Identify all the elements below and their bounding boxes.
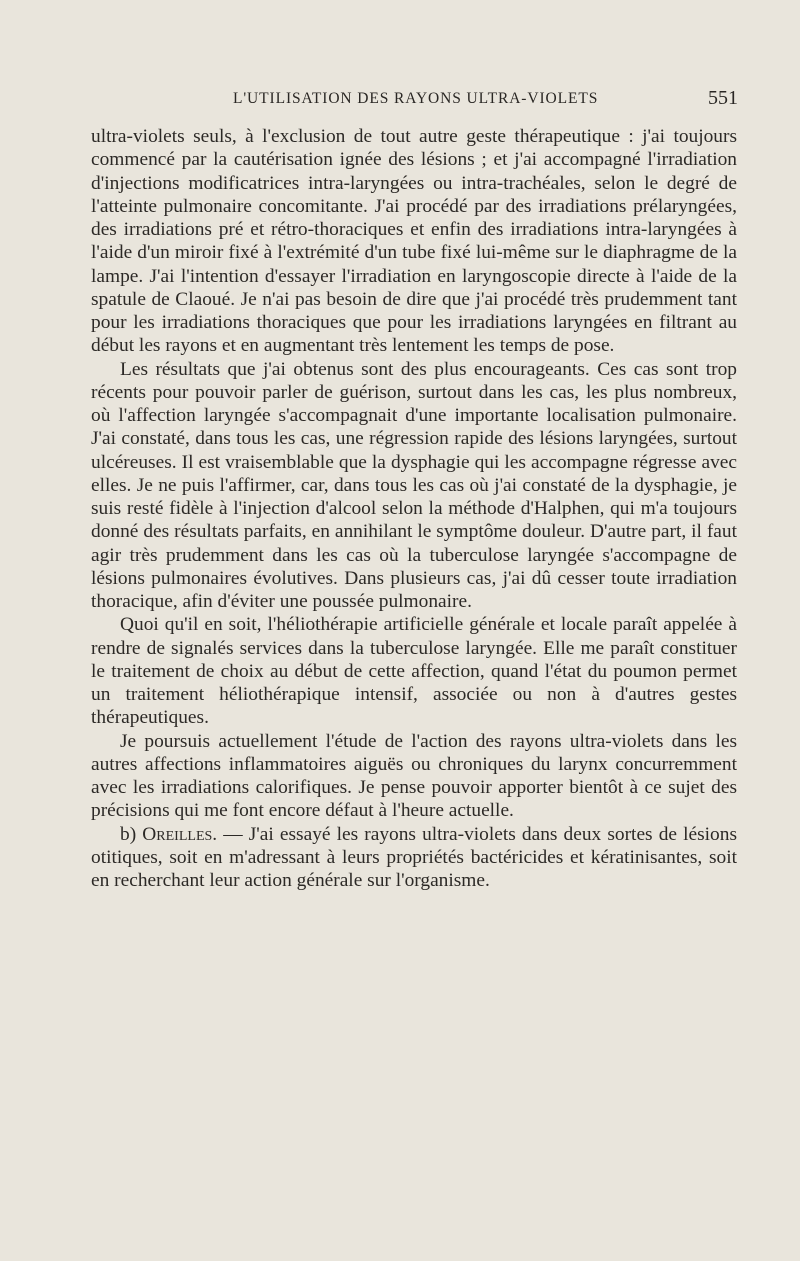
page-header <box>108 87 738 114</box>
paragraph-results: Les résultats que j'ai obtenus sont des plus encourageants. Ces cas sont trop récents pour pouvoir parler de guérison, surtout dans les cas, les plus nombreux, où l'affection laryngée s'accompagnait d'une importante localisation pulmonaire. J'ai constaté, dans tous les cas, une régression rapide des lésions laryngées, surtout ulcéreuses. Il est vraisemblable que la dysphagie qui les accompagne régresse avec elles. Je ne puis l'affirmer, car, dans tous les cas où j'ai constaté de la dysphagie, je suis resté fidèle à l'injection d'alcool selon la méthode d'Halphen, qui m'a toujours donné des résultats parfaits, en annihilant le symptôme douleur. D'autre part, il faut agir très prudemment dans les cas où la tuberculose laryngée s'accompagne de lésions pulmonaires évolutives. Dans plusieurs cas, j'ai dû cesser toute irradiation thoracique, afin d'éviter une poussée pulmonaire. <box>91 358 737 612</box>
section-text-ears: — J'ai essayé les rayons ultra-violets dans deux sortes de lésions otitiques, soit en m'adressant à leurs propriétés bactéricides et kératinisantes, soit en recherchant leur action générale sur l'organisme. <box>91 823 737 891</box>
running-head: L'UTILISATION DES RAYONS ULTRA-VIOLETS <box>233 90 599 107</box>
page-number: 551 <box>708 87 738 109</box>
section-prefix: b) <box>120 823 143 845</box>
paragraph-continued: ultra-violets seuls, à l'exclusion de tout autre geste thérapeutique : j'ai toujours commencé par la cautérisation ignée des lésions ; et j'ai accompagné l'irradiation d'injections modificatrices intra-laryngées ou intra-trachéales, selon le degré de l'atteinte pulmonaire concomitante. J'ai procédé par des irradiations prélaryngées, des irradiations pré et rétro-thoraciques et enfin des irradiations intra-laryngées à l'aide d'un miroir fixé à l'extrémité d'un tube fixé lui-même sur le diaphragme de la lampe. J'ai l'intention d'essayer l'irradiation en laryngoscopie directe à l'aide de la spatule de Claoué. Je n'ai pas besoin de dire que j'ai procédé très prudemment tant pour les irradiations thoraciques que pour les irradiations laryngées en filtrant au début les rayons et en augmentant très lentement les temps de pose. <box>91 126 737 357</box>
paragraph-conclusion: Quoi qu'il en soit, l'héliothérapie artificielle générale et locale paraît appelée à rendre de signalés services dans la tuberculose laryngée. Elle me paraît constituer le traitement de choix au début de cette affection, quand l'état du poumon permet un traitement héliothérapique intensif, associée ou non à d'autres gestes thérapeutiques. <box>91 614 737 729</box>
section-label-ears: Oreilles. <box>142 823 218 845</box>
paragraph-ongoing-study: Je poursuis actuellement l'étude de l'action des rayons ultra-violets dans les autres affections inflammatoires aiguës ou chroniques du larynx concurremment avec les irradiations calorifiques. Je pense pouvoir apporter bientôt à ce sujet des précisions qui me font encore défaut à l'heure actuelle. <box>91 730 737 822</box>
paragraph-ears <box>91 823 737 893</box>
body-text <box>91 125 737 892</box>
